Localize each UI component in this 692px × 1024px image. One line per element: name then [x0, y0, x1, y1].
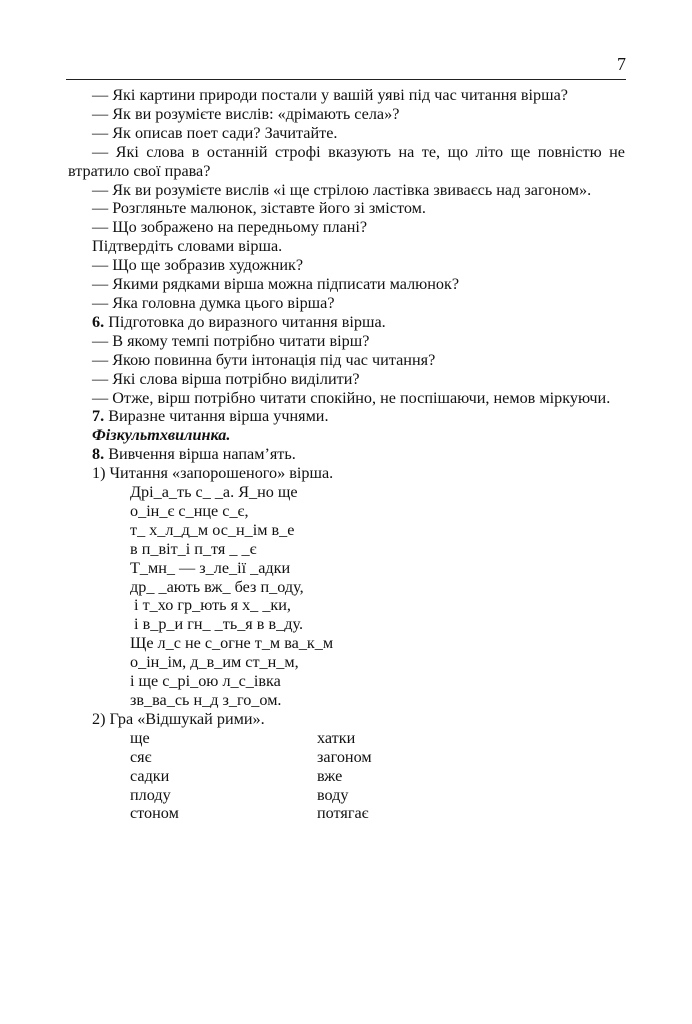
header-rule: [66, 79, 626, 80]
poem-line: зв_ва_сь н_д з_го_ом.: [130, 691, 282, 709]
rhyme-word-left: садки: [130, 766, 170, 785]
substep-1: 1) Читання «запорошеного» вірша.: [92, 464, 334, 483]
rhyme-word-right: вже: [317, 766, 343, 785]
question: — Що ще зобразив художник?: [92, 256, 304, 275]
question: — Якими рядками вірша можна підписати малюнок?: [92, 275, 460, 294]
rhyme-word-left: стоном: [130, 804, 179, 823]
rhyme-word-left: ще: [130, 728, 150, 747]
step-6: [68, 313, 625, 332]
question: — В якому темпі потрібно читати вірш?: [92, 331, 370, 350]
rhyme-word-left: плоду: [130, 785, 171, 804]
question: — Що зображено на передньому плані?: [92, 218, 368, 237]
question: — Яка головна думка цього вірша?: [92, 293, 335, 312]
question: — Як описав поет сади? Зачитайте.: [92, 123, 338, 142]
step-text: Виразне читання вірша учнями.: [104, 407, 329, 426]
substep-2: 2) Гра «Відшукай рими».: [92, 709, 265, 728]
step-8: [68, 445, 625, 464]
rhyme-word-right: воду: [317, 785, 349, 804]
rhyme-word-right: загоном: [317, 747, 372, 766]
step-text: Вивчення вірша напам’ять.: [104, 445, 296, 464]
rhyme-table: [130, 729, 625, 824]
question: — Розгляньте малюнок, зіставте його зі змістом.: [92, 199, 426, 218]
poem-line: в п_віт_і п_тя _ _є: [130, 539, 257, 558]
question: — Як ви розумієте вислів «і ще стрілою ластівка звиваєсь над загоном».: [92, 180, 592, 199]
step-number: 8.: [92, 445, 105, 464]
question: — Отже, вірш потрібно читати спокійно, не поспішаючи, немов міркуючи.: [92, 388, 611, 407]
step-number: 7.: [92, 407, 105, 426]
poem-line: і в_р_и гн_ _ть_я в в_ду.: [130, 615, 303, 634]
poem-line: т_ х_л_д_м ос_н_ім в_е: [130, 520, 295, 539]
dusted-poem: [68, 483, 625, 710]
question: — Якою повинна бути інтонація під час читання?: [92, 350, 436, 369]
question: — Які слова в останній строфі вказують на те, що літо ще повністю не втратило свої права?: [68, 142, 625, 180]
question: — Які картини природи постали у вашій уяві під час читання вірша?: [92, 86, 568, 104]
rhyme-word-right: потягає: [317, 804, 369, 823]
step-number: 6.: [92, 312, 105, 331]
poem-line: і т_хо гр_ють я х_ _ки,: [130, 596, 291, 615]
rhyme-word-left: сяє: [130, 747, 152, 766]
poem-line: др_ _ають вж_ без п_оду,: [130, 577, 304, 596]
poem-line: Дрі_а_ть с_ _а. Я_но ще: [130, 483, 298, 502]
rhyme-word-right: хатки: [317, 728, 356, 747]
poem-line: Т_мн_ — з_ле_ії _адки: [130, 558, 291, 577]
question: — Як ви розумієте вислів: «дрімають села»?: [92, 104, 400, 123]
page-number: 7: [617, 54, 626, 74]
instruction: Підтвердіть словами вірша.: [92, 237, 283, 256]
step-text: Підготовка до виразного читання вірша.: [104, 312, 386, 331]
question: — Які слова вірша потрібно виділити?: [92, 369, 360, 388]
poem-line: і ще с_рі_ою л_с_івка: [130, 672, 281, 691]
step-7: [68, 407, 625, 426]
physical-break-heading: Фізкультхвилинка.: [92, 426, 231, 445]
poem-line: о_ін_ім, д_в_им ст_н_м,: [130, 653, 299, 672]
page-content: [68, 86, 625, 823]
poem-line: о_ін_є с_нце с_є,: [130, 501, 249, 520]
poem-line: Ще л_с не с_огне т_м ва_к_м: [130, 634, 334, 653]
